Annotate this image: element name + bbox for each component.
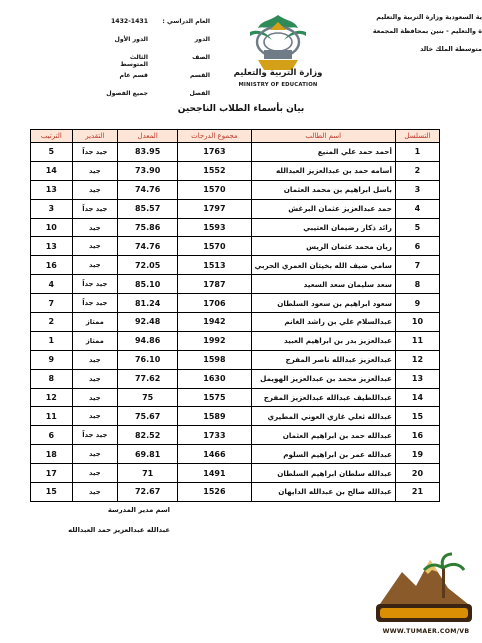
logo-arabic-text: وزارة التربية والتعليم [233, 68, 323, 78]
exam-info-label: الصف [192, 54, 210, 61]
table-row [31, 256, 440, 275]
cell-num: 12 [395, 350, 439, 369]
cell-avg: 92.48 [118, 313, 178, 332]
exam-info [100, 18, 210, 108]
cell-num: 20 [395, 464, 439, 483]
cell-total: 1593 [178, 218, 251, 237]
cell-grade: جيد جداً [72, 275, 117, 294]
cell-avg: 94.86 [118, 331, 178, 350]
table-row [31, 426, 440, 445]
cell-grade: جيد جداً [72, 199, 117, 218]
cell-rank: 13 [31, 180, 73, 199]
logo-english-text: MINISTRY OF EDUCATION [238, 82, 318, 88]
cell-rank: 6 [31, 426, 73, 445]
cell-rank: 8 [31, 369, 73, 388]
principal-label: اسم مدير المدرسة [107, 506, 170, 514]
exam-info-label: الفصل [189, 90, 210, 97]
table-row [31, 275, 440, 294]
cell-name: رائد ذكار رضيمان العتيبي [251, 218, 395, 237]
exam-info-value: الدور الأول [114, 36, 148, 43]
school-name: متوسطة الملك خالد [420, 44, 482, 53]
table-row [31, 294, 440, 313]
table-row [31, 143, 440, 162]
header-rank: الترتيب [31, 130, 73, 143]
cell-total: 1630 [178, 369, 251, 388]
exam-info-row [100, 36, 210, 54]
cell-total: 1491 [178, 464, 251, 483]
cell-rank: 16 [31, 256, 73, 275]
cell-name: عبداللطيف عبدالله عبدالعزيز المفرج [251, 388, 395, 407]
students-table [30, 129, 440, 502]
exam-info-row [100, 18, 210, 36]
cell-avg: 82.52 [118, 426, 178, 445]
exam-info-row [100, 72, 210, 90]
cell-num: 10 [395, 313, 439, 332]
cell-num: 5 [395, 218, 439, 237]
cell-num: 13 [395, 369, 439, 388]
cell-num: 21 [395, 483, 439, 502]
cell-grade: ممتاز [72, 313, 117, 332]
cell-num: 8 [395, 275, 439, 294]
cell-name: عبدالله ثعلي غازي العوني المطيري [251, 407, 395, 426]
cell-avg: 77.62 [118, 369, 178, 388]
cell-rank: 15 [31, 483, 73, 502]
table-row [31, 161, 440, 180]
page-title: بيان بأسماء الطلاب الناجحين [177, 104, 305, 114]
table-row [31, 218, 440, 237]
cell-name: أسامه حمد بن عبدالعزيز العبدالله [251, 161, 395, 180]
exam-info-row [100, 54, 210, 72]
principal-name: عبدالله عبدالعزيز حمد العبدالله [68, 526, 170, 534]
watermark-logo-icon [372, 542, 476, 638]
cell-avg: 75 [118, 388, 178, 407]
cell-name: عبدالسلام علي بن راشد الغانم [251, 313, 395, 332]
cell-name: عبدالله حمد بن ابراهيم العثمان [251, 426, 395, 445]
table-row [31, 445, 440, 464]
cell-rank: 12 [31, 388, 73, 407]
cell-total: 1992 [178, 331, 251, 350]
cell-grade: جيد [72, 256, 117, 275]
ministry-line: ية السعودية وزارة التربية والتعليم [376, 13, 482, 21]
watermark-url: WWW.TUMAER.COM/VB [382, 628, 470, 635]
cell-rank: 11 [31, 407, 73, 426]
cell-num: 3 [395, 180, 439, 199]
exam-info-value: قسم عام [119, 72, 148, 79]
cell-name: ريان محمد عثمان الريس [251, 237, 395, 256]
table-row [31, 483, 440, 502]
table-row [31, 237, 440, 256]
cell-num: 1 [395, 143, 439, 162]
exam-info-value: جميع الفصول [106, 90, 148, 97]
ministry-header [332, 14, 482, 60]
cell-total: 1513 [178, 256, 251, 275]
cell-avg: 85.57 [118, 199, 178, 218]
cell-total: 1733 [178, 426, 251, 445]
cell-avg: 69.81 [118, 445, 178, 464]
cell-rank: 3 [31, 199, 73, 218]
cell-avg: 74.76 [118, 237, 178, 256]
header-name: اسم الطالب [251, 130, 395, 143]
cell-name: عبدالعزيز محمد بن عبدالعزيز الهويمل [251, 369, 395, 388]
exam-info-value: الثالث المتوسط [120, 54, 148, 68]
cell-name: سعد سليمان سعد السعيد [251, 275, 395, 294]
exam-info-label: الدور [194, 36, 210, 43]
cell-avg: 72.05 [118, 256, 178, 275]
header-avg: المعدل [118, 130, 178, 143]
header-grade: التقدير [72, 130, 117, 143]
cell-num: 15 [395, 407, 439, 426]
cell-total: 1575 [178, 388, 251, 407]
table-row [31, 180, 440, 199]
cell-num: 4 [395, 199, 439, 218]
cell-rank: 14 [31, 161, 73, 180]
cell-num: 2 [395, 161, 439, 180]
cell-grade: جيد [72, 180, 117, 199]
cell-avg: 72.67 [118, 483, 178, 502]
cell-name: عبدالله عمر بن ابراهيم السلوم [251, 445, 395, 464]
table-row [31, 199, 440, 218]
cell-avg: 71 [118, 464, 178, 483]
cell-avg: 74.76 [118, 180, 178, 199]
cell-grade: جيد جداً [72, 426, 117, 445]
cell-grade: جيد [72, 218, 117, 237]
cell-grade: جيد [72, 161, 117, 180]
cell-grade: جيد [72, 483, 117, 502]
cell-name: حمد عبدالعزيز عثمان البرغش [251, 199, 395, 218]
header-total: مجموع الدرجات [178, 130, 251, 143]
cell-grade: جيد [72, 388, 117, 407]
cell-grade: جيد جداً [72, 294, 117, 313]
cell-num: 11 [395, 331, 439, 350]
table-row [31, 331, 440, 350]
cell-total: 1552 [178, 161, 251, 180]
cell-grade: جيد [72, 407, 117, 426]
cell-total: 1598 [178, 350, 251, 369]
cell-num: 16 [395, 426, 439, 445]
cell-grade: جيد [72, 445, 117, 464]
cell-num: 7 [395, 256, 439, 275]
directorate-line: ة والتعليم - بنين بمحافظة المجمعة [372, 27, 482, 36]
cell-grade: جيد [72, 350, 117, 369]
cell-name: سامي ضيف الله بخيتان العمري الحربي [251, 256, 395, 275]
cell-total: 1570 [178, 180, 251, 199]
cell-rank: 17 [31, 464, 73, 483]
cell-num: 14 [395, 388, 439, 407]
table-row [31, 388, 440, 407]
cell-name: عبدالعزيز بدر بن ابراهيم العبيد [251, 331, 395, 350]
cell-rank: 2 [31, 313, 73, 332]
cell-rank: 13 [31, 237, 73, 256]
table-header-row [31, 130, 440, 143]
exam-info-label: العام الدراسي : [162, 18, 210, 25]
cell-rank: 4 [31, 275, 73, 294]
cell-avg: 85.10 [118, 275, 178, 294]
cell-name: عبدالله سلطان ابراهيم السلطان [251, 464, 395, 483]
cell-avg: 73.90 [118, 161, 178, 180]
table-row [31, 350, 440, 369]
cell-num: 6 [395, 237, 439, 256]
table-row [31, 464, 440, 483]
cell-name: أحمد حمد علي المنيع [251, 143, 395, 162]
header-num: التسلسل [395, 130, 439, 143]
table-row [31, 407, 440, 426]
cell-total: 1942 [178, 313, 251, 332]
table-row [31, 313, 440, 332]
cell-grade: جيد [72, 237, 117, 256]
table-row [31, 369, 440, 388]
cell-avg: 75.86 [118, 218, 178, 237]
cell-grade: جيد [72, 369, 117, 388]
cell-rank: 7 [31, 294, 73, 313]
cell-total: 1706 [178, 294, 251, 313]
cell-total: 1797 [178, 199, 251, 218]
cell-total: 1763 [178, 143, 251, 162]
cell-rank: 9 [31, 350, 73, 369]
cell-total: 1526 [178, 483, 251, 502]
cell-rank: 18 [31, 445, 73, 464]
cell-name: عبدالله صالح بن عبدالله الدايهان [251, 483, 395, 502]
exam-info-value: 1432-1431 [110, 18, 148, 25]
cell-num: 9 [395, 294, 439, 313]
cell-avg: 76.10 [118, 350, 178, 369]
cell-avg: 81.24 [118, 294, 178, 313]
exam-info-label: القسم [189, 72, 210, 79]
cell-grade: جيد [72, 464, 117, 483]
cell-avg: 83.95 [118, 143, 178, 162]
cell-total: 1589 [178, 407, 251, 426]
cell-avg: 75.67 [118, 407, 178, 426]
cell-name: عبدالعزيز عبدالله ناصر المفرج [251, 350, 395, 369]
cell-name: باسل ابراهيم بن محمد العثمان [251, 180, 395, 199]
cell-total: 1466 [178, 445, 251, 464]
cell-rank: 10 [31, 218, 73, 237]
cell-grade: ممتاز [72, 331, 117, 350]
cell-rank: 5 [31, 143, 73, 162]
cell-grade: جيد جداً [72, 143, 117, 162]
cell-total: 1570 [178, 237, 251, 256]
cell-num: 19 [395, 445, 439, 464]
cell-rank: 1 [31, 331, 73, 350]
cell-name: سعود ابراهيم بن سعود السلطان [251, 294, 395, 313]
cell-total: 1787 [178, 275, 251, 294]
